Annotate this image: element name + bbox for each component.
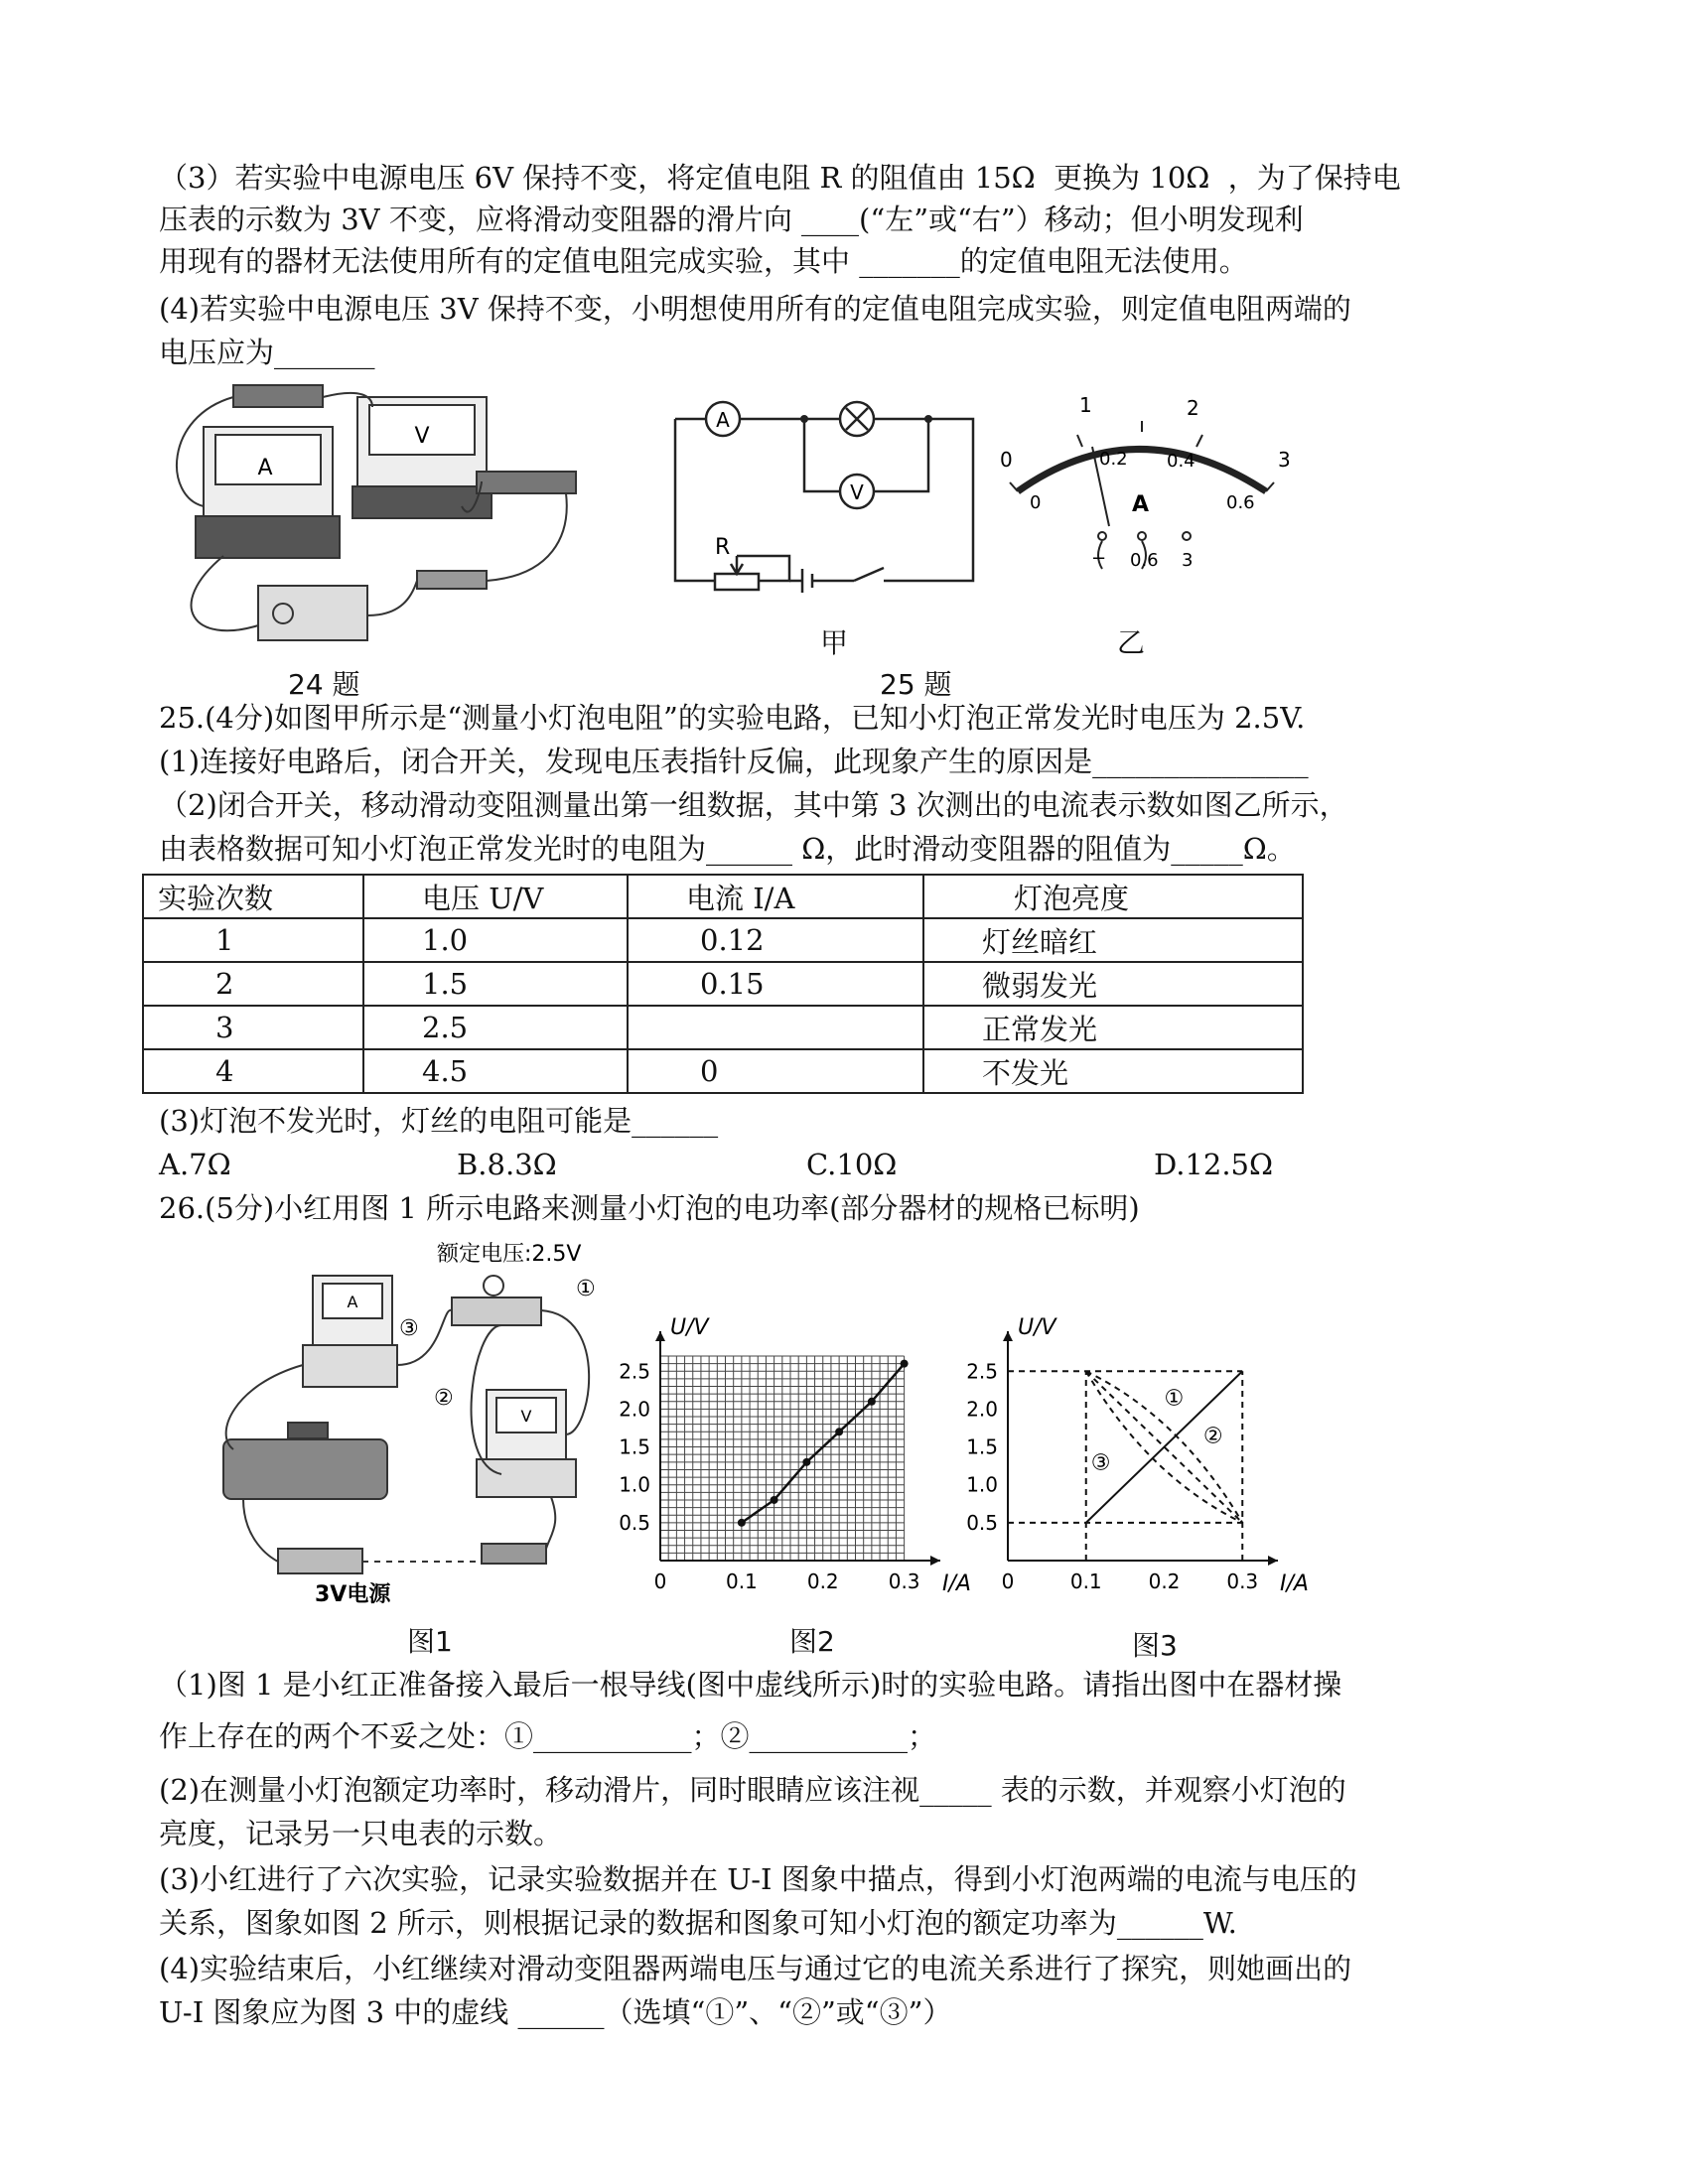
fig2-xlabel: I/A bbox=[942, 1571, 971, 1596]
table-cell: 3 bbox=[143, 1006, 363, 1049]
table-cell: 4.5 bbox=[363, 1049, 628, 1093]
fig25-jia-caption: 甲 bbox=[820, 626, 849, 659]
q24-3-line1: （3）若实验中电源电压 6V 保持不变，将定值电阻 R 的阻值由 15Ω 更换为 10Ω ，为了保持电 bbox=[159, 161, 1401, 195]
figure-2-chart bbox=[606, 1315, 971, 1608]
figure-24-apparatus bbox=[164, 377, 631, 645]
fig2-data-point bbox=[771, 1496, 778, 1504]
fig2-y-tick: 2.5 bbox=[619, 1359, 650, 1384]
dial-lower-3: 0.6 bbox=[1226, 492, 1255, 513]
fig3-label-1: ① bbox=[1164, 1386, 1185, 1412]
fig3-x-tick: 0.1 bbox=[1069, 1570, 1102, 1593]
fig1-rated-voltage: 额定电压:2.5V bbox=[437, 1242, 582, 1267]
q24-4-line1: (4)若实验中电源电压 3V 保持不变，小明想使用所有的定值电阻完成实验，则定值电阻两端的 bbox=[159, 292, 1351, 326]
fig2-y-tick: 1.0 bbox=[619, 1472, 650, 1497]
q26-4-line2: U-I 图象应为图 3 中的虚线 ______（选填“①”、“②”或“③”） bbox=[159, 1995, 952, 2029]
figure-25-circuit bbox=[675, 397, 983, 596]
q26-1-line1: （1)图 1 是小红正准备接入最后一根导线(图中虚线所示)时的实验电路。请指出图中在器材操 bbox=[159, 1668, 1342, 1702]
option-d: D.12.5Ω bbox=[1154, 1148, 1274, 1181]
table-cell: 1.0 bbox=[363, 918, 628, 962]
fig3-x-tick: 0.2 bbox=[1148, 1570, 1181, 1593]
fig1-ammeter-label: A bbox=[347, 1293, 358, 1311]
table-cell: 0.12 bbox=[628, 918, 923, 962]
table-header: 灯泡亮度 bbox=[923, 875, 1303, 918]
fig2-x-arrow bbox=[930, 1556, 940, 1566]
fig3-x-tick: 0 bbox=[1001, 1570, 1015, 1593]
q26-2-line1: (2)在测量小灯泡额定功率时，移动滑片，同时眼睛应该注视_____ 表的示数，并观察小灯泡的 bbox=[159, 1773, 1346, 1807]
table-cell: 不发光 bbox=[923, 1049, 1303, 1093]
dial-terminal-neg: − bbox=[1091, 548, 1107, 569]
fig2-x-tick: 0.2 bbox=[806, 1570, 839, 1593]
fig1-wire2-label: ② bbox=[434, 1386, 454, 1411]
table-row bbox=[143, 1006, 1303, 1049]
fig3-ylabel: U/V bbox=[1018, 1315, 1056, 1340]
fig24-caption: 24 题 bbox=[288, 668, 360, 701]
dial-upper-1: 1 bbox=[1079, 393, 1092, 417]
fig2-y-tick: 2.0 bbox=[619, 1397, 650, 1422]
q26-4-line1: (4)实验结束后，小红继续对滑动变阻器两端电压与通过它的电流关系进行了探究，则她画出的 bbox=[159, 1952, 1352, 1985]
fig2-y-tick: 0.5 bbox=[619, 1510, 650, 1535]
table-cell: 2 bbox=[143, 962, 363, 1006]
fig1-voltmeter-label: V bbox=[520, 1407, 532, 1426]
fig3-x-tick: 0.3 bbox=[1226, 1570, 1259, 1593]
fig3-y-tick: 1.0 bbox=[966, 1472, 998, 1497]
dial-unit: A bbox=[1132, 492, 1150, 517]
q26-1-line2: 作上存在的两个不妥之处：①___________；②___________； bbox=[159, 1719, 937, 1753]
q24-3-line3: 用现有的器材无法使用所有的定值电阻完成实验，其中 _______的定值电阻无法使用。 bbox=[159, 244, 1248, 278]
fig2-ylabel: U/V bbox=[670, 1315, 709, 1340]
table-row bbox=[143, 918, 1303, 962]
dial-lower-1: 0.2 bbox=[1099, 449, 1128, 470]
fig3-y-tick: 1.5 bbox=[966, 1434, 998, 1459]
fig3-label-2: ② bbox=[1202, 1424, 1223, 1449]
fig2-x-tick: 0 bbox=[653, 1570, 667, 1593]
table-header: 电流 I/A bbox=[628, 875, 923, 918]
dial-terminal-3: 3 bbox=[1182, 550, 1194, 571]
fig25-caption: 25 题 bbox=[880, 668, 952, 701]
data-table bbox=[142, 874, 1304, 1094]
dial-upper-2: 2 bbox=[1187, 396, 1199, 420]
figure-3-chart bbox=[958, 1315, 1309, 1608]
dial-lower-2: 0.4 bbox=[1167, 451, 1196, 472]
dial-upper-3: 3 bbox=[1278, 448, 1291, 472]
fig3-y-tick: 2.0 bbox=[966, 1397, 998, 1422]
q25-2-line1: （2)闭合开关，移动滑动变阻测量出第一组数据，其中第 3 次测出的电流表示数如图乙所示， bbox=[159, 788, 1348, 822]
fig1-caption: 图1 bbox=[407, 1625, 453, 1658]
table-row bbox=[143, 962, 1303, 1006]
table-cell: 灯丝暗红 bbox=[923, 918, 1303, 962]
option-c: C.10Ω bbox=[806, 1148, 898, 1181]
fig3-x-arrow bbox=[1268, 1556, 1278, 1566]
q26-title: 26.(5分)小红用图 1 所示电路来测量小灯泡的电功率(部分器材的规格已标明) bbox=[159, 1191, 1140, 1225]
fig25-voltmeter-label: V bbox=[850, 480, 864, 504]
table-header-row bbox=[143, 875, 1303, 918]
table-cell: 1.5 bbox=[363, 962, 628, 1006]
q25-1: (1)连接好电路后，闭合开关，发现电压表指针反偏，此现象产生的原因是_______________ bbox=[159, 745, 1309, 778]
fig3-y-tick: 0.5 bbox=[966, 1510, 998, 1535]
fig2-x-tick: 0.1 bbox=[725, 1570, 758, 1593]
q24-4-line2: 电压应为_______ bbox=[159, 336, 375, 369]
table-cell bbox=[628, 1006, 923, 1049]
table-cell: 2.5 bbox=[363, 1006, 628, 1049]
q26-2-line2: 亮度，记录另一只电表的示数。 bbox=[159, 1817, 563, 1850]
table-cell: 微弱发光 bbox=[923, 962, 1303, 1006]
fig2-caption: 图2 bbox=[789, 1625, 835, 1658]
table-cell: 0 bbox=[628, 1049, 923, 1093]
fig25-yi-caption: 乙 bbox=[1117, 626, 1146, 659]
q25-3: (3)灯泡不发光时，灯丝的电阻可能是______ bbox=[159, 1104, 719, 1138]
q26-3-line2: 关系，图象如图 2 所示，则根据记录的数据和图象可知小灯泡的额定功率为______W. bbox=[159, 1906, 1237, 1940]
fig2-data-point bbox=[901, 1360, 909, 1368]
fig2-y-tick: 1.5 bbox=[619, 1434, 650, 1459]
table-cell: 正常发光 bbox=[923, 1006, 1303, 1049]
fig2-x-tick: 0.3 bbox=[888, 1570, 920, 1593]
table-cell: 0.15 bbox=[628, 962, 923, 1006]
dial-terminal-06: 0.6 bbox=[1130, 550, 1159, 571]
fig1-wire3-label: ③ bbox=[399, 1316, 419, 1341]
fig24-voltmeter-label: V bbox=[414, 424, 430, 449]
fig24-ammeter-label: A bbox=[257, 456, 273, 480]
dial-lower-0: 0 bbox=[1030, 492, 1042, 513]
option-b: B.8.3Ω bbox=[457, 1148, 557, 1181]
fig3-xlabel: I/A bbox=[1280, 1571, 1309, 1596]
table-header: 电压 U/V bbox=[363, 875, 628, 918]
table-cell: 1 bbox=[143, 918, 363, 962]
fig2-y-arrow bbox=[655, 1331, 665, 1341]
option-a: A.7Ω bbox=[159, 1148, 231, 1181]
fig3-y-tick: 2.5 bbox=[966, 1359, 998, 1384]
figure-25-ammeter-dial bbox=[988, 387, 1296, 586]
fig25-rheostat-label: R bbox=[715, 535, 731, 560]
fig3-label-3: ③ bbox=[1090, 1450, 1111, 1476]
q24-3-line2: 压表的示数为 3V 不变，应将滑动变阻器的滑片向 ____(“左”或“右”）移动；但小明发现利 bbox=[159, 203, 1304, 236]
fig2-data-point bbox=[835, 1428, 843, 1435]
fig2-data-point bbox=[738, 1519, 746, 1527]
table-cell: 4 bbox=[143, 1049, 363, 1093]
q26-3-line1: (3)小红进行了六次实验，记录实验数据并在 U-I 图象中描点，得到小灯泡两端的电流与电压的 bbox=[159, 1862, 1357, 1896]
figure-1-apparatus bbox=[213, 1236, 601, 1607]
table-header: 实验次数 bbox=[143, 875, 363, 918]
fig25-ammeter-label: A bbox=[716, 408, 730, 432]
fig3-y-arrow bbox=[1003, 1331, 1013, 1341]
table-row bbox=[143, 1049, 1303, 1093]
q25-2-line2: 由表格数据可知小灯泡正常发光时的电阻为______ Ω，此时滑动变阻器的阻值为_____Ω。 bbox=[159, 832, 1296, 866]
fig1-power-label: 3V电源 bbox=[315, 1582, 391, 1607]
q25-title: 25.(4分)如图甲所示是“测量小灯泡电阻”的实验电路，已知小灯泡正常发光时电压为 2.5V. bbox=[159, 701, 1306, 735]
fig2-data-point bbox=[868, 1398, 876, 1406]
dial-upper-0: 0 bbox=[1000, 448, 1013, 472]
fig1-wire1-label: ① bbox=[576, 1277, 596, 1301]
fig3-caption: 图3 bbox=[1132, 1629, 1178, 1662]
fig2-data-point bbox=[802, 1458, 810, 1466]
